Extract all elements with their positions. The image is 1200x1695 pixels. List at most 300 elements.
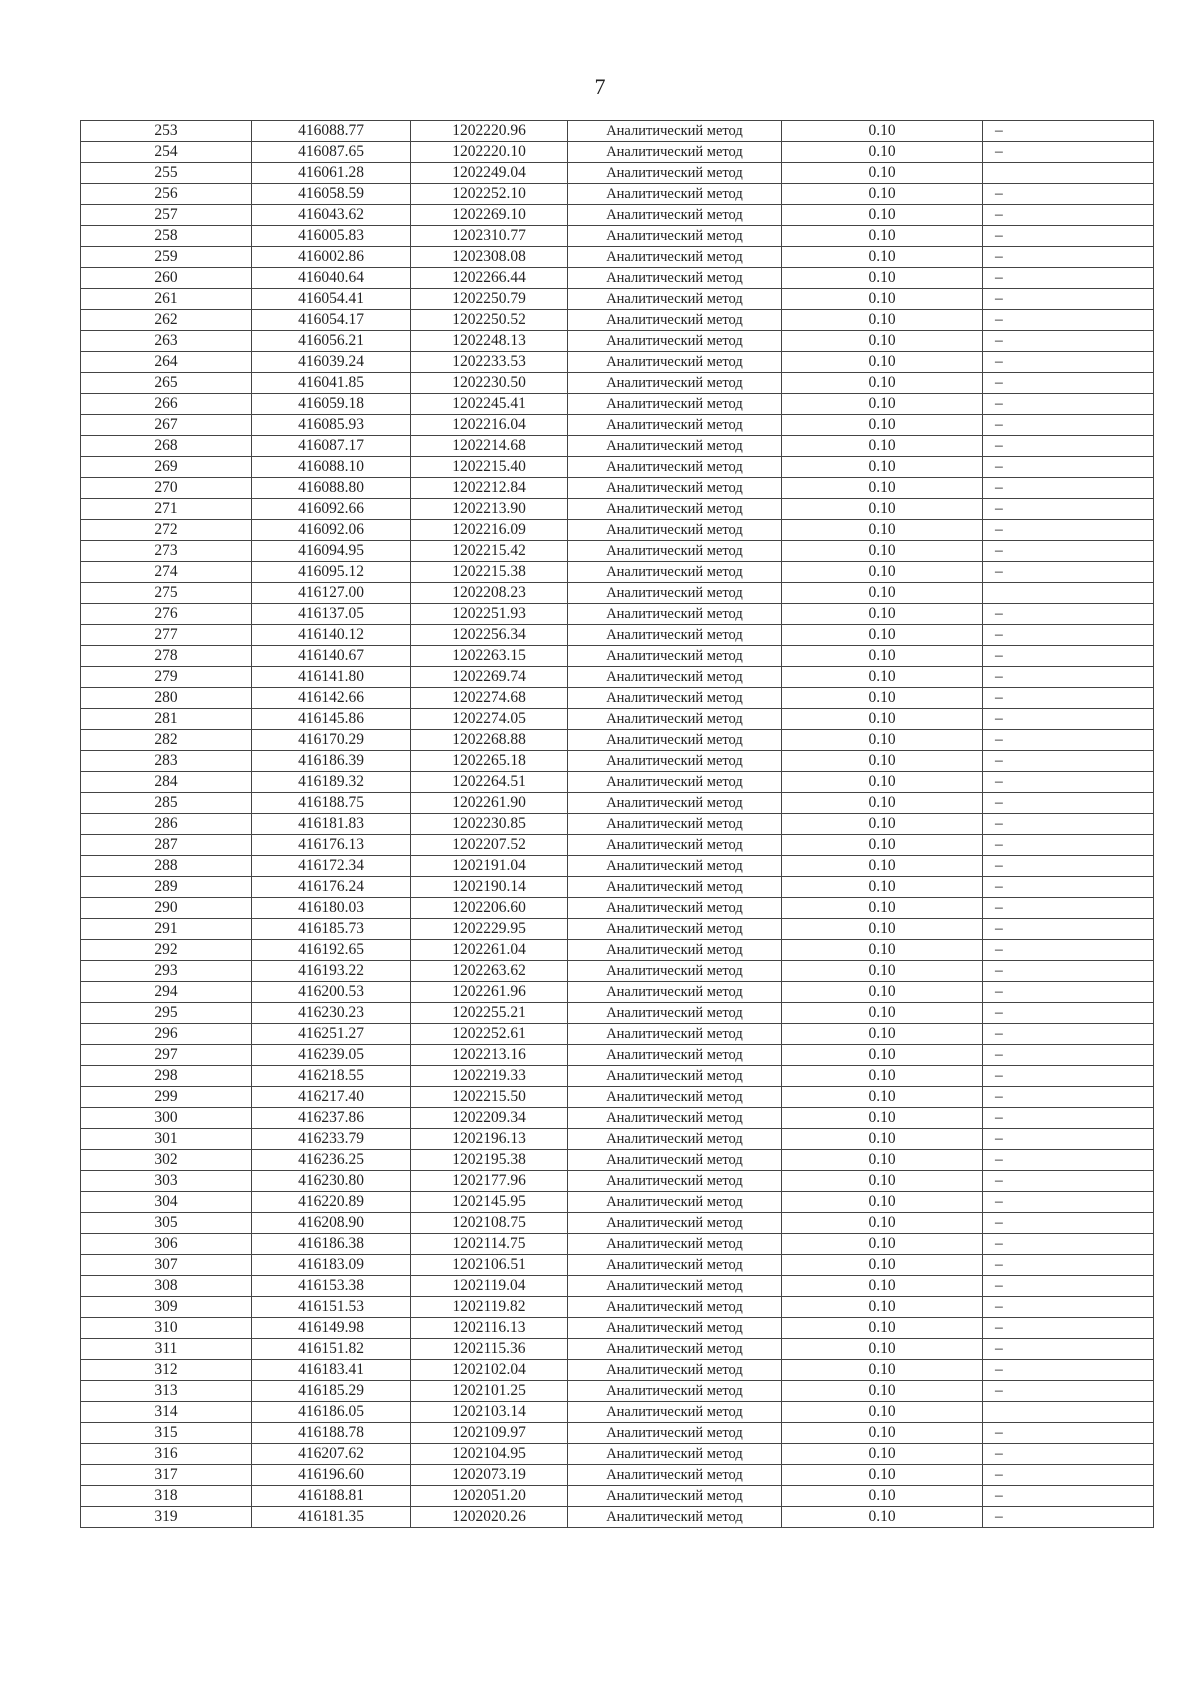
point-number-cell: 298: [81, 1066, 252, 1087]
method-cell: Аналитический метод: [568, 352, 782, 373]
x-coordinate-cell: 416056.21: [252, 331, 411, 352]
table-row: [81, 1171, 1154, 1192]
note-cell: –: [983, 1213, 1154, 1234]
method-cell: Аналитический метод: [568, 436, 782, 457]
method-cell: Аналитический метод: [568, 709, 782, 730]
table-row: [81, 1339, 1154, 1360]
table-row: [81, 793, 1154, 814]
x-coordinate-cell: 416151.53: [252, 1297, 411, 1318]
table-row: [81, 772, 1154, 793]
accuracy-cell: 0.10: [782, 625, 983, 646]
method-cell: Аналитический метод: [568, 247, 782, 268]
y-coordinate-cell: 1202145.95: [411, 1192, 568, 1213]
note-cell: –: [983, 1129, 1154, 1150]
method-cell: Аналитический метод: [568, 919, 782, 940]
x-coordinate-cell: 416251.27: [252, 1024, 411, 1045]
table-row: [81, 352, 1154, 373]
accuracy-cell: 0.10: [782, 1024, 983, 1045]
note-cell: –: [983, 793, 1154, 814]
point-number-cell: 277: [81, 625, 252, 646]
method-cell: Аналитический метод: [568, 1192, 782, 1213]
accuracy-cell: 0.10: [782, 520, 983, 541]
point-number-cell: 291: [81, 919, 252, 940]
accuracy-cell: 0.10: [782, 331, 983, 352]
accuracy-cell: 0.10: [782, 1213, 983, 1234]
x-coordinate-cell: 416058.59: [252, 184, 411, 205]
method-cell: Аналитический метод: [568, 1318, 782, 1339]
point-number-cell: 255: [81, 163, 252, 184]
y-coordinate-cell: 1202177.96: [411, 1171, 568, 1192]
accuracy-cell: 0.10: [782, 1276, 983, 1297]
accuracy-cell: 0.10: [782, 205, 983, 226]
point-number-cell: 288: [81, 856, 252, 877]
method-cell: Аналитический метод: [568, 982, 782, 1003]
x-coordinate-cell: 416185.29: [252, 1381, 411, 1402]
x-coordinate-cell: 416005.83: [252, 226, 411, 247]
note-cell: –: [983, 814, 1154, 835]
table-row: [81, 835, 1154, 856]
x-coordinate-cell: 416185.73: [252, 919, 411, 940]
note-cell: –: [983, 499, 1154, 520]
table-row: [81, 562, 1154, 583]
y-coordinate-cell: 1202308.08: [411, 247, 568, 268]
table-row: [81, 1276, 1154, 1297]
table-row: [81, 1192, 1154, 1213]
y-coordinate-cell: 1202233.53: [411, 352, 568, 373]
point-number-cell: 270: [81, 478, 252, 499]
method-cell: Аналитический метод: [568, 541, 782, 562]
point-number-cell: 280: [81, 688, 252, 709]
method-cell: Аналитический метод: [568, 1255, 782, 1276]
accuracy-cell: 0.10: [782, 1192, 983, 1213]
table-row: [81, 1045, 1154, 1066]
table-row: [81, 1402, 1154, 1423]
accuracy-cell: 0.10: [782, 1003, 983, 1024]
accuracy-cell: 0.10: [782, 1129, 983, 1150]
accuracy-cell: 0.10: [782, 1465, 983, 1486]
method-cell: Аналитический метод: [568, 688, 782, 709]
y-coordinate-cell: 1202020.26: [411, 1507, 568, 1528]
x-coordinate-cell: 416094.95: [252, 541, 411, 562]
x-coordinate-cell: 416151.82: [252, 1339, 411, 1360]
note-cell: –: [983, 310, 1154, 331]
accuracy-cell: 0.10: [782, 793, 983, 814]
method-cell: Аналитический метод: [568, 1213, 782, 1234]
x-coordinate-cell: 416188.81: [252, 1486, 411, 1507]
note-cell: –: [983, 1150, 1154, 1171]
method-cell: Аналитический метод: [568, 1486, 782, 1507]
x-coordinate-cell: 416186.38: [252, 1234, 411, 1255]
accuracy-cell: 0.10: [782, 1486, 983, 1507]
point-number-cell: 311: [81, 1339, 252, 1360]
point-number-cell: 293: [81, 961, 252, 982]
x-coordinate-cell: 416141.80: [252, 667, 411, 688]
x-coordinate-cell: 416181.83: [252, 814, 411, 835]
x-coordinate-cell: 416061.28: [252, 163, 411, 184]
note-cell: –: [983, 604, 1154, 625]
method-cell: Аналитический метод: [568, 961, 782, 982]
coordinates-table: [80, 120, 1154, 1528]
point-number-cell: 316: [81, 1444, 252, 1465]
y-coordinate-cell: 1202269.10: [411, 205, 568, 226]
accuracy-cell: 0.10: [782, 814, 983, 835]
y-coordinate-cell: 1202229.95: [411, 919, 568, 940]
y-coordinate-cell: 1202190.14: [411, 877, 568, 898]
y-coordinate-cell: 1202266.44: [411, 268, 568, 289]
accuracy-cell: 0.10: [782, 1402, 983, 1423]
note-cell: –: [983, 1423, 1154, 1444]
note-cell: –: [983, 1255, 1154, 1276]
y-coordinate-cell: 1202213.16: [411, 1045, 568, 1066]
x-coordinate-cell: 416200.53: [252, 982, 411, 1003]
point-number-cell: 309: [81, 1297, 252, 1318]
point-number-cell: 318: [81, 1486, 252, 1507]
x-coordinate-cell: 416153.38: [252, 1276, 411, 1297]
method-cell: Аналитический метод: [568, 1507, 782, 1528]
table-row: [81, 919, 1154, 940]
point-number-cell: 292: [81, 940, 252, 961]
table-row: [81, 688, 1154, 709]
method-cell: Аналитический метод: [568, 289, 782, 310]
method-cell: Аналитический метод: [568, 814, 782, 835]
method-cell: Аналитический метод: [568, 940, 782, 961]
y-coordinate-cell: 1202191.04: [411, 856, 568, 877]
point-number-cell: 300: [81, 1108, 252, 1129]
accuracy-cell: 0.10: [782, 1150, 983, 1171]
y-coordinate-cell: 1202269.74: [411, 667, 568, 688]
method-cell: Аналитический метод: [568, 163, 782, 184]
accuracy-cell: 0.10: [782, 415, 983, 436]
method-cell: Аналитический метод: [568, 751, 782, 772]
y-coordinate-cell: 1202216.04: [411, 415, 568, 436]
x-coordinate-cell: 416040.64: [252, 268, 411, 289]
point-number-cell: 308: [81, 1276, 252, 1297]
accuracy-cell: 0.10: [782, 856, 983, 877]
method-cell: Аналитический метод: [568, 1003, 782, 1024]
method-cell: Аналитический метод: [568, 520, 782, 541]
method-cell: Аналитический метод: [568, 331, 782, 352]
method-cell: Аналитический метод: [568, 1402, 782, 1423]
method-cell: Аналитический метод: [568, 1465, 782, 1486]
accuracy-cell: 0.10: [782, 688, 983, 709]
accuracy-cell: 0.10: [782, 226, 983, 247]
table-row: [81, 1234, 1154, 1255]
y-coordinate-cell: 1202104.95: [411, 1444, 568, 1465]
x-coordinate-cell: 416188.75: [252, 793, 411, 814]
y-coordinate-cell: 1202252.61: [411, 1024, 568, 1045]
y-coordinate-cell: 1202108.75: [411, 1213, 568, 1234]
accuracy-cell: 0.10: [782, 1318, 983, 1339]
x-coordinate-cell: 416043.62: [252, 205, 411, 226]
x-coordinate-cell: 416137.05: [252, 604, 411, 625]
point-number-cell: 273: [81, 541, 252, 562]
table-row: [81, 457, 1154, 478]
y-coordinate-cell: 1202119.82: [411, 1297, 568, 1318]
x-coordinate-cell: 416054.17: [252, 310, 411, 331]
method-cell: Аналитический метод: [568, 1276, 782, 1297]
y-coordinate-cell: 1202195.38: [411, 1150, 568, 1171]
point-number-cell: 286: [81, 814, 252, 835]
point-number-cell: 303: [81, 1171, 252, 1192]
note-cell: –: [983, 625, 1154, 646]
note-cell: –: [983, 562, 1154, 583]
note-cell: –: [983, 1486, 1154, 1507]
x-coordinate-cell: 416140.67: [252, 646, 411, 667]
table-row: [81, 415, 1154, 436]
note-cell: –: [983, 1003, 1154, 1024]
point-number-cell: 282: [81, 730, 252, 751]
table-row: [81, 898, 1154, 919]
table-row: [81, 268, 1154, 289]
method-cell: Аналитический метод: [568, 499, 782, 520]
note-cell: –: [983, 226, 1154, 247]
method-cell: Аналитический метод: [568, 184, 782, 205]
note-cell: –: [983, 352, 1154, 373]
method-cell: Аналитический метод: [568, 793, 782, 814]
note-cell: –: [983, 940, 1154, 961]
note-cell: –: [983, 1465, 1154, 1486]
note-cell: [983, 163, 1154, 184]
note-cell: –: [983, 478, 1154, 499]
point-number-cell: 296: [81, 1024, 252, 1045]
note-cell: –: [983, 289, 1154, 310]
accuracy-cell: 0.10: [782, 1255, 983, 1276]
method-cell: Аналитический метод: [568, 205, 782, 226]
table-row: [81, 646, 1154, 667]
y-coordinate-cell: 1202073.19: [411, 1465, 568, 1486]
table-row: [81, 856, 1154, 877]
accuracy-cell: 0.10: [782, 184, 983, 205]
note-cell: –: [983, 121, 1154, 142]
method-cell: Аналитический метод: [568, 1381, 782, 1402]
accuracy-cell: 0.10: [782, 961, 983, 982]
table-row: [81, 1003, 1154, 1024]
method-cell: Аналитический метод: [568, 1066, 782, 1087]
accuracy-cell: 0.10: [782, 919, 983, 940]
table-row: [81, 520, 1154, 541]
point-number-cell: 313: [81, 1381, 252, 1402]
y-coordinate-cell: 1202255.21: [411, 1003, 568, 1024]
accuracy-cell: 0.10: [782, 499, 983, 520]
y-coordinate-cell: 1202250.79: [411, 289, 568, 310]
table-row: [81, 940, 1154, 961]
y-coordinate-cell: 1202196.13: [411, 1129, 568, 1150]
method-cell: Аналитический метод: [568, 667, 782, 688]
point-number-cell: 254: [81, 142, 252, 163]
table-row: [81, 121, 1154, 142]
note-cell: –: [983, 688, 1154, 709]
point-number-cell: 278: [81, 646, 252, 667]
point-number-cell: 312: [81, 1360, 252, 1381]
y-coordinate-cell: 1202256.34: [411, 625, 568, 646]
x-coordinate-cell: 416088.10: [252, 457, 411, 478]
method-cell: Аналитический метод: [568, 457, 782, 478]
accuracy-cell: 0.10: [782, 646, 983, 667]
table-row: [81, 226, 1154, 247]
table-row: [81, 667, 1154, 688]
table-row: [81, 1507, 1154, 1528]
table-row: [81, 1087, 1154, 1108]
accuracy-cell: 0.10: [782, 1066, 983, 1087]
note-cell: –: [983, 1318, 1154, 1339]
method-cell: Аналитический метод: [568, 877, 782, 898]
accuracy-cell: 0.10: [782, 436, 983, 457]
accuracy-cell: 0.10: [782, 1423, 983, 1444]
accuracy-cell: 0.10: [782, 772, 983, 793]
y-coordinate-cell: 1202119.04: [411, 1276, 568, 1297]
y-coordinate-cell: 1202220.96: [411, 121, 568, 142]
point-number-cell: 253: [81, 121, 252, 142]
note-cell: –: [983, 1297, 1154, 1318]
x-coordinate-cell: 416192.65: [252, 940, 411, 961]
accuracy-cell: 0.10: [782, 478, 983, 499]
point-number-cell: 317: [81, 1465, 252, 1486]
note-cell: –: [983, 856, 1154, 877]
point-number-cell: 287: [81, 835, 252, 856]
note-cell: –: [983, 982, 1154, 1003]
method-cell: Аналитический метод: [568, 1024, 782, 1045]
table-row: [81, 1150, 1154, 1171]
y-coordinate-cell: 1202219.33: [411, 1066, 568, 1087]
y-coordinate-cell: 1202103.14: [411, 1402, 568, 1423]
page-number: 7: [594, 74, 606, 99]
point-number-cell: 264: [81, 352, 252, 373]
accuracy-cell: 0.10: [782, 898, 983, 919]
x-coordinate-cell: 416186.05: [252, 1402, 411, 1423]
point-number-cell: 305: [81, 1213, 252, 1234]
table-row: [81, 541, 1154, 562]
point-number-cell: 265: [81, 373, 252, 394]
y-coordinate-cell: 1202248.13: [411, 331, 568, 352]
table-row: [81, 1423, 1154, 1444]
table-row: [81, 163, 1154, 184]
point-number-cell: 315: [81, 1423, 252, 1444]
x-coordinate-cell: 416127.00: [252, 583, 411, 604]
x-coordinate-cell: 416207.62: [252, 1444, 411, 1465]
point-number-cell: 304: [81, 1192, 252, 1213]
note-cell: –: [983, 667, 1154, 688]
y-coordinate-cell: 1202263.62: [411, 961, 568, 982]
table-row: [81, 1024, 1154, 1045]
table-row: [81, 1381, 1154, 1402]
y-coordinate-cell: 1202213.90: [411, 499, 568, 520]
table-row: [81, 1465, 1154, 1486]
point-number-cell: 290: [81, 898, 252, 919]
x-coordinate-cell: 416188.78: [252, 1423, 411, 1444]
point-number-cell: 299: [81, 1087, 252, 1108]
accuracy-cell: 0.10: [782, 1045, 983, 1066]
accuracy-cell: 0.10: [782, 1171, 983, 1192]
table-row: [81, 982, 1154, 1003]
accuracy-cell: 0.10: [782, 940, 983, 961]
note-cell: –: [983, 1066, 1154, 1087]
x-coordinate-cell: 416087.17: [252, 436, 411, 457]
x-coordinate-cell: 416087.65: [252, 142, 411, 163]
y-coordinate-cell: 1202114.75: [411, 1234, 568, 1255]
point-number-cell: 274: [81, 562, 252, 583]
note-cell: –: [983, 415, 1154, 436]
y-coordinate-cell: 1202106.51: [411, 1255, 568, 1276]
note-cell: [983, 583, 1154, 604]
note-cell: –: [983, 961, 1154, 982]
accuracy-cell: 0.10: [782, 877, 983, 898]
x-coordinate-cell: 416189.32: [252, 772, 411, 793]
y-coordinate-cell: 1202214.68: [411, 436, 568, 457]
method-cell: Аналитический метод: [568, 478, 782, 499]
x-coordinate-cell: 416220.89: [252, 1192, 411, 1213]
table-row: [81, 961, 1154, 982]
y-coordinate-cell: 1202212.84: [411, 478, 568, 499]
note-cell: –: [983, 1108, 1154, 1129]
method-cell: Аналитический метод: [568, 1423, 782, 1444]
x-coordinate-cell: 416230.80: [252, 1171, 411, 1192]
note-cell: –: [983, 835, 1154, 856]
table-row: [81, 583, 1154, 604]
point-number-cell: 319: [81, 1507, 252, 1528]
note-cell: –: [983, 205, 1154, 226]
point-number-cell: 314: [81, 1402, 252, 1423]
y-coordinate-cell: 1202220.10: [411, 142, 568, 163]
table-row: [81, 310, 1154, 331]
note-cell: –: [983, 1507, 1154, 1528]
table-row: [81, 331, 1154, 352]
method-cell: Аналитический метод: [568, 415, 782, 436]
point-number-cell: 260: [81, 268, 252, 289]
x-coordinate-cell: 416092.06: [252, 520, 411, 541]
method-cell: Аналитический метод: [568, 1297, 782, 1318]
x-coordinate-cell: 416039.24: [252, 352, 411, 373]
y-coordinate-cell: 1202208.23: [411, 583, 568, 604]
accuracy-cell: 0.10: [782, 730, 983, 751]
point-number-cell: 310: [81, 1318, 252, 1339]
accuracy-cell: 0.10: [782, 457, 983, 478]
note-cell: –: [983, 247, 1154, 268]
method-cell: Аналитический метод: [568, 226, 782, 247]
table-row: [81, 436, 1154, 457]
x-coordinate-cell: 416193.22: [252, 961, 411, 982]
y-coordinate-cell: 1202206.60: [411, 898, 568, 919]
note-cell: –: [983, 1234, 1154, 1255]
accuracy-cell: 0.10: [782, 709, 983, 730]
note-cell: –: [983, 1381, 1154, 1402]
x-coordinate-cell: 416041.85: [252, 373, 411, 394]
method-cell: Аналитический метод: [568, 856, 782, 877]
note-cell: –: [983, 1444, 1154, 1465]
table-row: [81, 1213, 1154, 1234]
point-number-cell: 297: [81, 1045, 252, 1066]
table-row: [81, 499, 1154, 520]
method-cell: Аналитический метод: [568, 1150, 782, 1171]
x-coordinate-cell: 416059.18: [252, 394, 411, 415]
method-cell: Аналитический метод: [568, 730, 782, 751]
y-coordinate-cell: 1202265.18: [411, 751, 568, 772]
method-cell: Аналитический метод: [568, 562, 782, 583]
table-row: [81, 1444, 1154, 1465]
note-cell: –: [983, 919, 1154, 940]
y-coordinate-cell: 1202216.09: [411, 520, 568, 541]
method-cell: Аналитический метод: [568, 583, 782, 604]
point-number-cell: 268: [81, 436, 252, 457]
method-cell: Аналитический метод: [568, 772, 782, 793]
y-coordinate-cell: 1202209.34: [411, 1108, 568, 1129]
note-cell: –: [983, 751, 1154, 772]
point-number-cell: 284: [81, 772, 252, 793]
table-row: [81, 604, 1154, 625]
y-coordinate-cell: 1202109.97: [411, 1423, 568, 1444]
point-number-cell: 261: [81, 289, 252, 310]
point-number-cell: 267: [81, 415, 252, 436]
accuracy-cell: 0.10: [782, 121, 983, 142]
